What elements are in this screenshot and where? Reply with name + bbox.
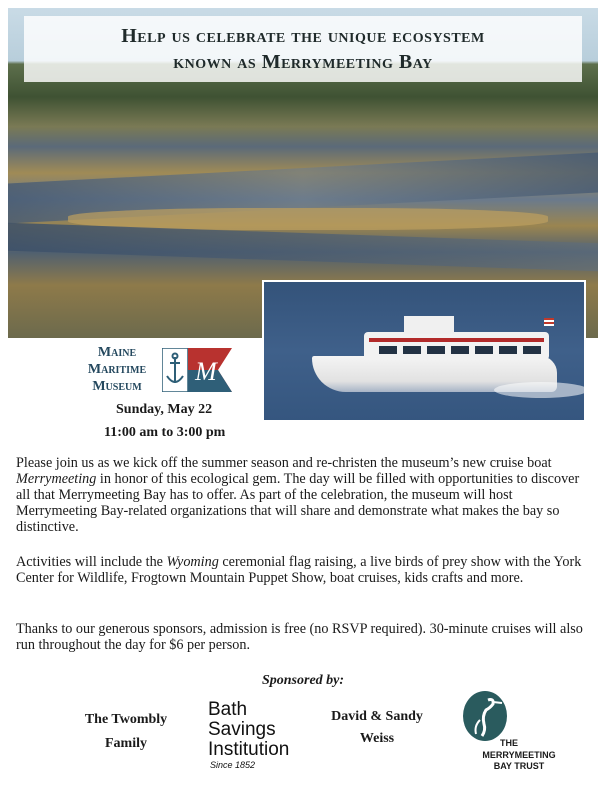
- trust-line-2: BAY TRUST: [493, 761, 545, 771]
- bath-since: Since 1852: [210, 760, 256, 770]
- sponsor-weiss: [316, 706, 438, 750]
- sponsor-twombly: [64, 708, 188, 756]
- sponsor-bath-savings-logo: [208, 700, 318, 770]
- admission-paragraph: Thanks to our generous sponsors, admission is free (no RSVP required). 30-minute cruises will also run throughout the day for $6 per person.: [16, 621, 583, 653]
- bath-line-1: Bath: [208, 699, 248, 720]
- museum-name-line-2: Maritime: [87, 362, 147, 377]
- event-time: 11:00 am to 3:00 pm: [104, 425, 226, 440]
- pennant-flag-icon: [162, 348, 232, 392]
- trust-the: THE: [500, 738, 518, 748]
- sponsored-heading: Sponsored by:: [261, 673, 345, 688]
- event-date: Sunday, May 22: [116, 402, 213, 417]
- title-line-1: Help us celebrate the unique ecosystem: [121, 25, 485, 47]
- sponsor-merrymeeting-bay-trust: [464, 750, 574, 772]
- us-flag-icon: [544, 318, 554, 326]
- trust-line-1: MERRYMEETING: [482, 750, 556, 760]
- activities-text-a: Activities will include the: [16, 554, 167, 570]
- sponsor-weiss-line-2: Weiss: [359, 731, 395, 746]
- title-line-2: known as Merrymeeting Bay: [173, 51, 433, 73]
- sponsor-twombly-line-2: Family: [105, 736, 147, 751]
- boat-stripe: [369, 338, 544, 342]
- maine-maritime-museum-logo: [76, 344, 236, 398]
- intro-paragraph: [16, 455, 596, 535]
- museum-name-line-1: Maine: [97, 345, 137, 360]
- intro-text-b: in honor of this ecological gem. The day will be filled with opportunities to discover all that Merrymeeting Bay has to offer. As part of the celebration, the museum will host Merrymeeting Bay-related organizations that will share and demonstrate what makes the bay so distinctive.: [16, 471, 580, 535]
- bath-line-3: Institution: [208, 739, 290, 760]
- ship-name: Wyoming: [166, 554, 219, 570]
- intro-text-a: Please join us as we kick off the summer season and re-christen the museum’s new cruise boat: [16, 455, 552, 471]
- activities-paragraph: [16, 554, 596, 586]
- bath-line-2: Savings: [208, 719, 276, 740]
- boat-wake: [494, 382, 586, 398]
- museum-name: [76, 344, 158, 395]
- flag-letter: M: [195, 357, 217, 386]
- sponsor-weiss-line-1: David & Sandy: [331, 709, 423, 724]
- page-title: [24, 16, 582, 82]
- boat-wheelhouse: [404, 316, 454, 334]
- boat-windows: [379, 346, 544, 354]
- boat-name: Merrymeeting: [16, 471, 97, 487]
- museum-name-line-3: Museum: [92, 379, 142, 394]
- activities-text-b: ceremonial flag raising, a live birds of prey show with the York Center for Wildlife, Frogtown Mountain Puppet Show, boat cruises, kids crafts and more.: [16, 554, 582, 586]
- cruise-boat-photo: [262, 280, 586, 422]
- sponsor-twombly-line-1: The Twombly: [84, 712, 168, 727]
